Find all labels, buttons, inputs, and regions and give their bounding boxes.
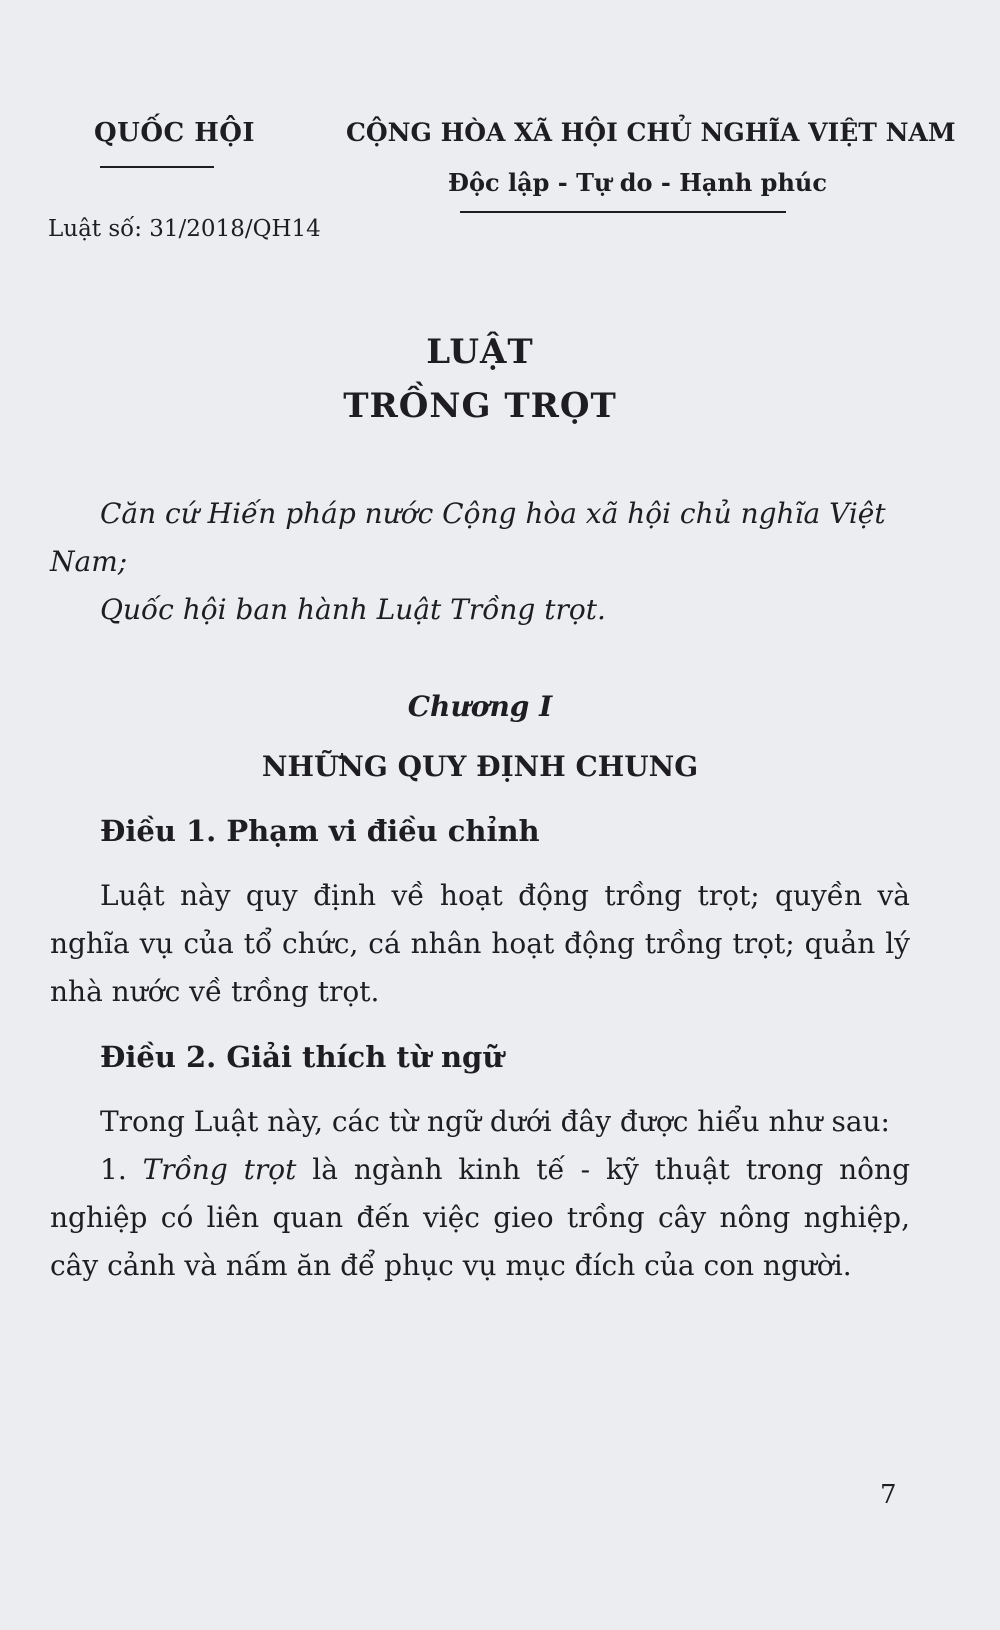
page-number: 7 (880, 1480, 897, 1510)
document-title-line2: TRỒNG TRỌT (343, 386, 617, 426)
motto-underline (460, 211, 786, 213)
item-1-term: Trồng trọt (142, 1153, 297, 1186)
preamble (50, 490, 910, 634)
article-2-body (50, 1098, 910, 1290)
preamble-line-2: Quốc hội ban hành Luật Trồng trọt. (100, 593, 606, 626)
law-number: Luật số: 31/2018/QH14 (48, 216, 321, 242)
preamble-line-1: Căn cứ Hiến pháp nước Cộng hòa xã hội chủ nghĩa Việt Nam; (50, 497, 886, 578)
article-2-heading: Điều 2. Giải thích từ ngữ (100, 1040, 504, 1074)
article-2-item-1 (50, 1146, 910, 1290)
item-1-number: 1. (100, 1153, 127, 1186)
chapter-number: Chương I (407, 690, 553, 723)
article-1-body (50, 872, 910, 1016)
document-title-line1: LUẬT (426, 332, 534, 372)
issuer-label: QUỐC HỘI (94, 118, 256, 148)
issuer-underline (100, 166, 214, 168)
chapter-title: NHỮNG QUY ĐỊNH CHUNG (261, 750, 699, 783)
item-1-definition: là ngành kinh tế - kỹ thuật trong nông nghiệp có liên quan đến việc gieo trồng cây nông nghiệp, cây cảnh và nấm ăn để phục vụ mục đích của con người. (50, 1153, 910, 1282)
article-1-heading: Điều 1. Phạm vi điều chỉnh (100, 814, 540, 848)
national-motto: Độc lập - Tự do - Hạnh phúc (448, 168, 827, 197)
article-2-intro: Trong Luật này, các từ ngữ dưới đây được hiểu như sau: (100, 1105, 890, 1138)
state-name: CỘNG HÒA XÃ HỘI CHỦ NGHĨA VIỆT NAM (346, 118, 956, 147)
article-1-text: Luật này quy định về hoạt động trồng trọt; quyền và nghĩa vụ của tổ chức, cá nhân hoạt động trồng trọt; quản lý nhà nước về trồng trọt. (50, 879, 910, 1008)
